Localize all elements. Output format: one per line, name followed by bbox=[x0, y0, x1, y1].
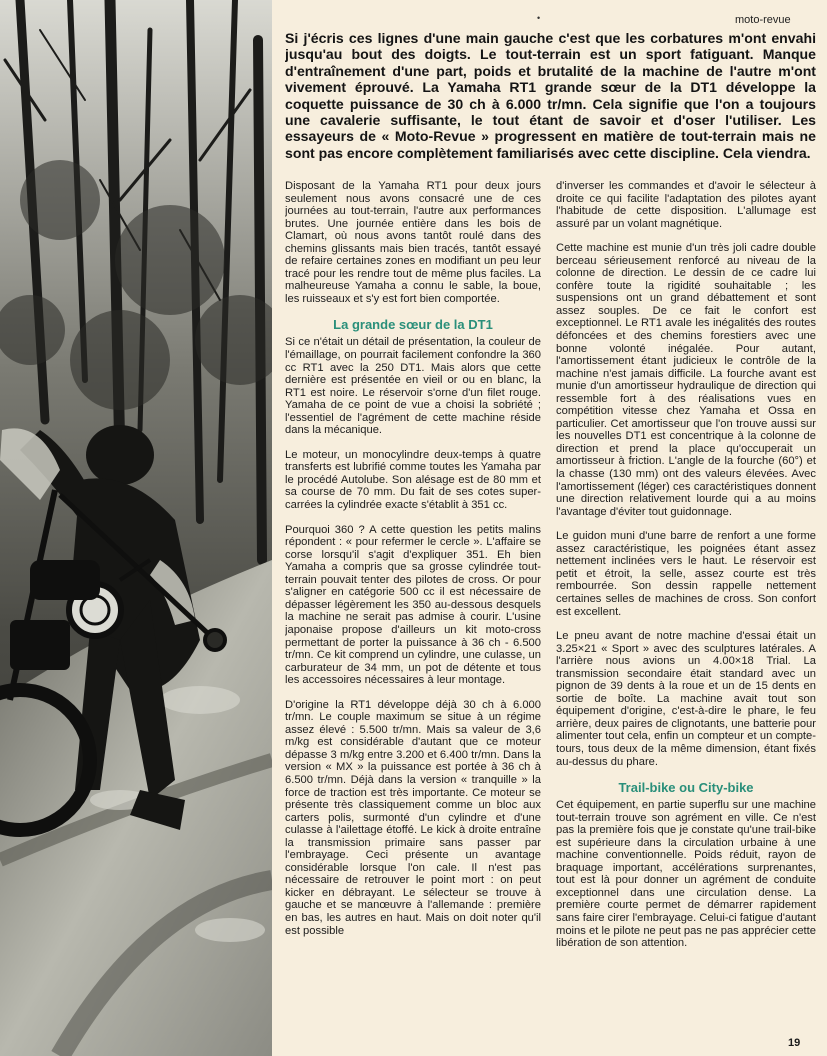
section-heading: La grande sœur de la DT1 bbox=[333, 317, 493, 333]
header-mark: • bbox=[537, 13, 541, 23]
intro-paragraph: Si j'écris ces lignes d'une main gauche c'est que les corbatures m'ont envahi jusqu'au bout des doigts. Le tout-terrain est un sport fatiguant. Manque d'entraînement d'une part, poids et brutalité de la machine de l'autre m'ont vivement éprouvé. La Yamaha RT1 grande sœur de la DT1 développe la coquette puissance de 30 ch à 6.000 tr/mn. Cela signifie que l'on a toujours une cavalerie suffisante, le tout étant de savoir et d'oser l'utiliser. Les essayeurs de « Moto-Revue » progressent en matière de tout-terrain mais ne sont pas encore complètement familiarisés avec cette discipline. Cela viendra. bbox=[285, 30, 816, 161]
paragraph: Disposant de la Yamaha RT1 pour deux jours seulement nous avons consacré une de ces journées au tout-terrain, l'autre aux performances brutes. Une journée entière dans les bois de Clamart, où nous avons tantôt roulé dans des chemins glissants mais bien tracés, tantôt essayé de refaire certaines zones en modifiant un peu leur tracé pour les rendre tout de même plus faciles. La malheureuse Yamaha a connu le sable, la boue, les ruisseaux et s'y est fort bien comportée. bbox=[285, 180, 541, 305]
section-heading: Trail-bike ou City-bike bbox=[618, 780, 754, 796]
paragraph: Cet équipement, en partie superflu sur une machine tout-terrain trouve son agrément en ville. Ce n'est pas la première fois que je constate qu'une trail-bike est supérieure dans la circulation urbaine à une machine conventionnelle. Poids réduit, rayon de braquage important, accélérations surprenantes, tout est là pour donner un agrément de conduite exceptionnel dans une circulation dense. La première courte permet de démarrer rapidement sans faire cirer l'embrayage. Celui-ci fatigue d'autant moins et le pilote ne peut pas ne pas apprécier cette libération de son attention. bbox=[556, 799, 816, 950]
paragraph: Si ce n'était un détail de présentation, la couleur de l'émaillage, on pourrait facilement confondre la 360 cc RT1 avec la 250 DT1. Mais alors que cette dernière est présentée en vieil or ou en blanc, la RT1 est noire. Le réservoir s'orne d'un filet rouge. Yamaha de ce point de vue a choisi la sobriété ; l'essentiel de l'agrément de cette machine réside dans la mécanique. bbox=[285, 336, 541, 437]
text-column-1 bbox=[285, 180, 541, 1036]
rider-photo bbox=[0, 0, 272, 1056]
publication-name: moto-revue bbox=[735, 14, 791, 26]
paragraph: Cette machine est munie d'un très joli cadre double berceau sérieusement renforcé au niveau de la colonne de direction. Le dessin de ce cadre lui confère toute la rigidité souhaitable ; les suspensions ont un grand débattement et sont assez souples. De ce fait le confort est exceptionnel. Le RT1 avale les inégalités des routes défoncées et des chemins forestiers avec une bonne volonté inégalée. Pour autant, l'amortissement étant judicieux le contrôle de la machine n'est jamais difficile. La fourche avant est munie d'un amortisseur hydraulique de direction qui ressemble fort à des réalisations vues en compétition vitesse chez Yamaha et Ossa en particulier. Cet amortisseur que l'on trouve aussi sur les nouvelles DT1 est concentrique à la colonne de direction et prend la place qu'occuperait un amortisseur à friction. L'angle de la fourche (60°) et la chasse (130 mm) ont des valeurs élevées. Avec l'amortissement (léger) ces caractéristiques donnent une direction relativement lourde qui a au moins l'avantage d'éviter tout guidonnage. bbox=[556, 242, 816, 518]
text-column-2 bbox=[556, 180, 816, 1036]
paragraph: Le guidon muni d'une barre de renfort a une forme assez caractéristique, les poignées étant assez nettement inclinées vers le haut. Le réservoir est petit et étroit, la selle, assez courte est très rembourrée. Son dessin rappelle nettement certaines selles de machines de cross. Son confort est excellent. bbox=[556, 530, 816, 618]
paragraph: Le moteur, un monocylindre deux-temps à quatre transferts est lubrifié comme toutes les Yamaha par le procédé Autolube. Son alésage est de 80 mm et sa course de 70 mm. Du fait de ses cotes super-carrées la cylindrée exacte s'établit à 351 cc. bbox=[285, 448, 541, 512]
paragraph: d'inverser les commandes et d'avoir le sélecteur à droite ce qui facilite l'adaptation des pilotes ayant l'habitude de cette disposition. L'allumage est assuré par un volant magnétique. bbox=[556, 180, 816, 230]
paragraph: D'origine la RT1 développe déjà 30 ch à 6.000 tr/mn. Le couple maximum se situe à un régime assez élevé : 5.500 tr/mn. Mais sa valeur de 3,6 m/kg est considérable d'autant que ce moteur dépasse 3 m/kg entre 3.200 et 6.400 tr/mn. Dans la version « MX » la puissance est portée à 36 ch à 6.500 tr/mn. Déjà dans la version « tranquille » la force de traction est très importante. Ce moteur se présente très classiquement comme un bloc aux carters polis, surmonté d'un cylindre et d'une culasse à l'ailettage étoffé. Le kick à droite entraîne la transmission primaire sans passer par l'embrayage. Ceci présente un avantage considérable lorsque l'on cale. Il n'est pas nécessaire de retrouver le point mort : on peut kicker en débrayant. Le sélecteur se trouve à gauche et se manœuvre à l'allemande : première en bas, les autres en haut. Mais on doit noter qu'il est possible bbox=[285, 698, 541, 937]
paragraph: Pourquoi 360 ? A cette question les petits malins répondent : « pour refermer le cercle ». L'affaire se corse lorsqu'il s'agit d'expliquer 351. Eh bien Yamaha a compris que sa grosse cylindrée tout-terrain pouvait tenter des pilotes de cross. Or pour s'aligner en catégorie 500 cc il est nécessaire de dépasser légèrement les 350 au-dessous desquels la machine ne serait pas admise à courir. L'usine japonaise propose d'ailleurs un kit moto-cross permettant de porter la puissance à 36 ch - 6.500 tr/mn. Ce kit comprend un cylindre, une culasse, un carburateur de 34 mm, un pot de détente et tous les accessoires nécessaires à leur montage. bbox=[285, 523, 541, 687]
paragraph: Le pneu avant de notre machine d'essai était un 3.25×21 « Sport » avec des sculptures latérales. A l'arrière nous avions un 4.00×18 Trial. La transmission secondaire était standard avec un pignon de 39 dents à la roue et un de 15 dents en sortie de boîte. La machine avait tout son équipement d'origine, c'est-à-dire le phare, le feu arrière, deux paires de clignotants, une batterie pour alimenter tout cela, enfin un compteur et un compte-tours, tous deux de la même dimension, étant fixés au-dessus du phare. bbox=[556, 630, 816, 768]
page-number: 19 bbox=[788, 1037, 801, 1049]
